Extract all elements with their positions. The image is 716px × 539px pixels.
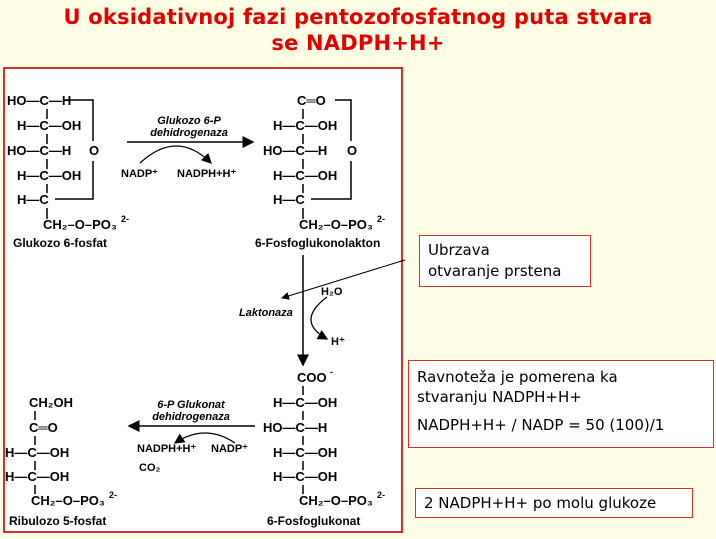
pathway-diagram [5,69,405,535]
g6p-ring-oxygen: O [89,143,100,158]
ru5p-name: Ribulozo 5-fosfat [9,514,107,528]
lac-row-3: H—C—OH [273,168,338,183]
ru5p-phosphate-charge: 2- [109,490,118,500]
enzyme1-line2: dehidrogenaza [150,127,228,139]
g6p-phosphate: CH₂–O–PO₃ [43,217,117,232]
g6p-row-1: HO—C—H [7,93,72,108]
ru5p-top: CH₂OH [29,395,74,410]
title-line-1: U oksidativnoj fazi pentozofosfatnog puta stvara [63,5,653,29]
g6p-phosphate-charge: 2- [121,214,130,224]
note1-line2: otvaranje prstena [428,262,562,280]
enzyme3-co2: CO₂ [139,462,161,474]
note3-text: 2 NADPH+H+ po molu glukoze [424,494,657,512]
enzyme3-nadph: NADPH+H⁺ [137,443,197,455]
cofactor-1-arrow [140,146,211,163]
reaction-1 [121,115,253,180]
laktonaza-proton: H⁺ [331,336,345,348]
pg-row-3: H—C—OH [273,445,338,460]
note1-line1: Ubrzava [428,241,490,259]
note-equilibrium [408,360,714,448]
note-pointer-line [282,255,405,298]
cofactor-3-arrow [175,433,235,443]
pg-phosphate: CH₂–O–PO₃ [299,493,373,508]
ribulose-5-phosphate [5,395,117,528]
g6p-row-5: H—C [17,192,49,207]
cofactor-2-arrow [311,297,327,339]
lac-phosphate: CH₂–O–PO₃ [299,217,373,232]
lac-name: 6-Fosfoglukonolakton [255,236,381,250]
note-yield [415,488,693,518]
reaction-2 [239,255,405,365]
pg-name: 6-Fosfoglukonat [267,514,361,528]
lac-row-1: H—C—OH [273,118,338,133]
lac-top: C═O [297,93,326,108]
laktonaza-label: Laktonaza [239,307,293,319]
g6p-row-3: HO—C—H [7,143,72,158]
note2-line2: stvaranju NADPH+H+ [417,388,582,406]
lac-row-4: H—C [273,192,305,207]
pg-row-1: H—C—OH [273,395,338,410]
6-phosphogluconate [263,367,385,528]
note2-line1: Ravnoteža je pomerena ka [417,368,618,386]
lac-ring-oxygen: O [347,143,358,158]
ru5p-second: C═O [29,420,58,435]
note2-ratio: NADPH+H+ / NADP = 50 (100)/1 [417,416,665,434]
enzyme1-nadp: NADP⁺ [121,168,158,180]
g6p-row-2: H—C—OH [17,118,82,133]
g6p-name: Glukozo 6-fosfat [13,236,108,250]
enzyme3-line2: dehidrogenaza [152,411,230,423]
note-laktonaza [419,235,591,287]
enzyme3-nadp: NADP⁺ [211,443,248,455]
ru5p-row-1: H—C—OH [5,445,70,460]
pg-top: COO [297,370,327,385]
lac-row-2: HO—C—H [263,143,328,158]
glucose-6-phosphate [7,93,129,250]
g6p-row-4: H—C—OH [17,168,82,183]
reaction-3 [129,399,255,474]
ru5p-row-2: H—C—OH [5,469,70,484]
pathway-panel [3,67,403,533]
enzyme3-line1: 6-P Glukonat [157,399,225,411]
pg-row-4: H—C—OH [273,469,338,484]
pg-top-charge: - [330,367,333,377]
pg-row-2: HO—C—H [263,420,328,435]
pg-phosphate-charge: 2- [377,490,386,500]
enzyme1-nadph: NADPH+H⁺ [177,168,237,180]
laktonaza-water: H₂O [321,286,343,298]
ru5p-phosphate: CH₂–O–PO₃ [31,493,105,508]
slide-title [0,4,716,56]
enzyme1-line1: Glukozo 6-P [157,115,221,127]
title-line-2: se NADPH+H+ [271,31,445,55]
lac-phosphate-charge: 2- [377,214,386,224]
6-phosphogluconolactone [255,93,385,250]
